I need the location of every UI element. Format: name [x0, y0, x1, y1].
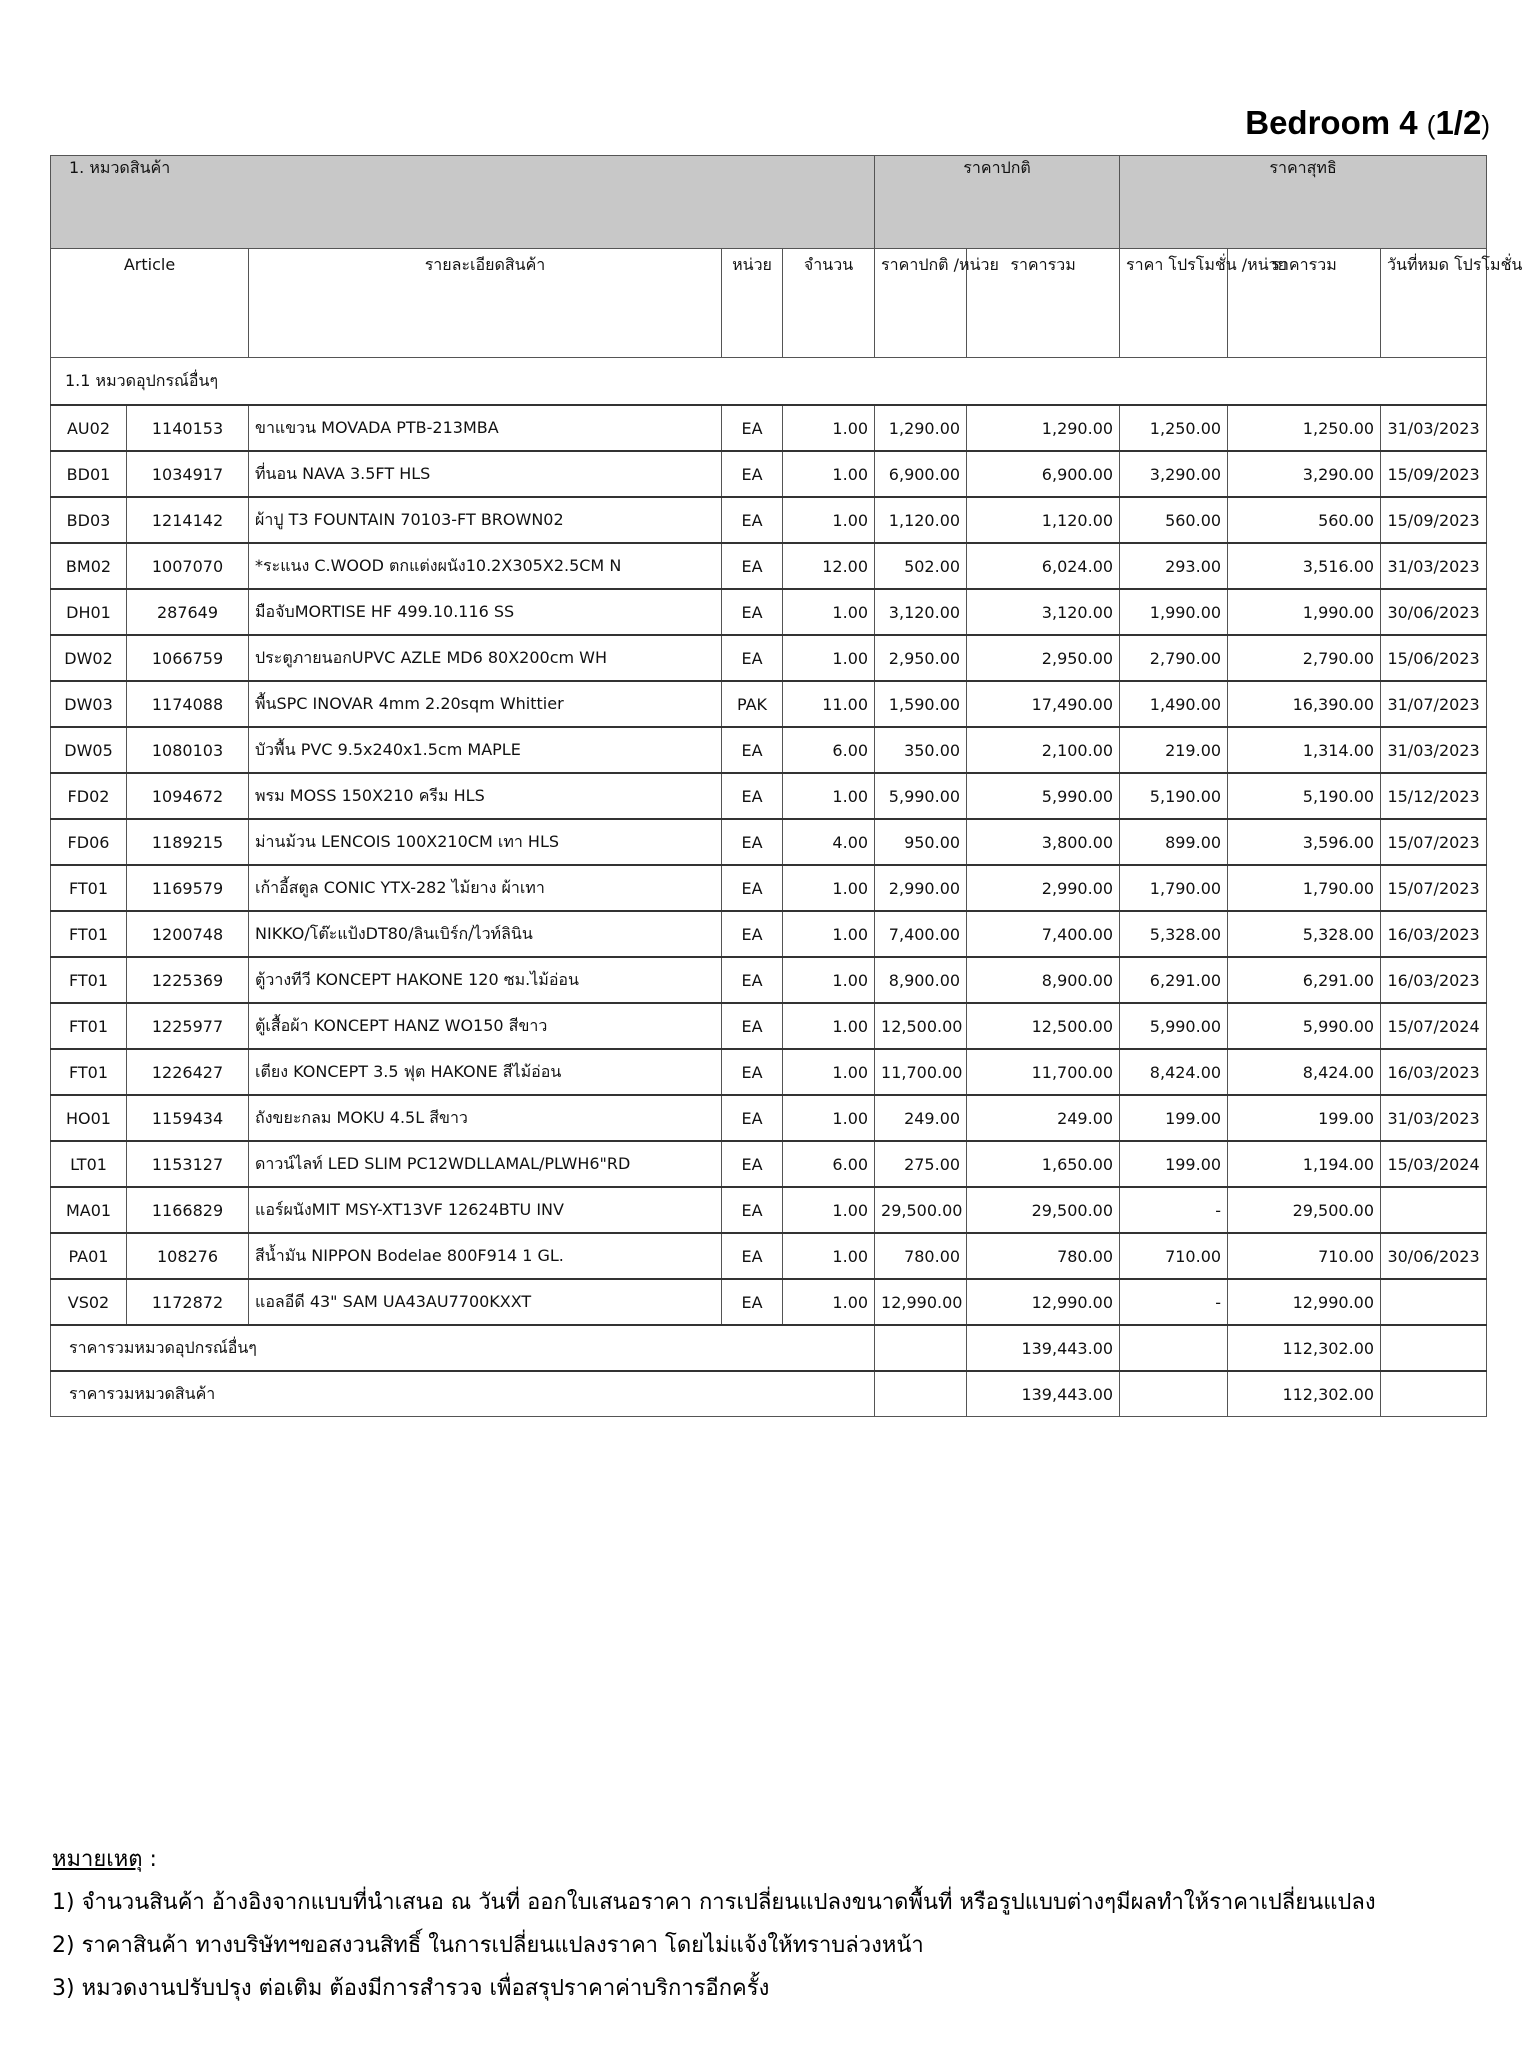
- row-promo-price: 560.00: [1120, 497, 1228, 543]
- row-quantity: 6.00: [783, 727, 875, 773]
- row-description: ตู้วางทีวี KONCEPT HAKONE 120 ซม.ไม้อ่อน: [249, 957, 722, 1003]
- row-net-total: 8,424.00: [1228, 1049, 1381, 1095]
- row-code: BD01: [51, 451, 127, 497]
- row-unit-price: 2,990.00: [875, 865, 967, 911]
- row-total: 3,800.00: [967, 819, 1120, 865]
- row-unit: EA: [722, 1049, 783, 1095]
- col-promo-end: วันที่หมด โปรโมชั่น: [1381, 249, 1487, 358]
- row-net-total: 560.00: [1228, 497, 1381, 543]
- title-close-paren: ): [1481, 110, 1490, 140]
- col-unit-price: ราคาปกติ /หน่วย: [875, 249, 967, 358]
- row-promo-price: 1,490.00: [1120, 681, 1228, 727]
- table-row: [51, 497, 1487, 543]
- row-total: 1,290.00: [967, 405, 1120, 451]
- row-quantity: 1.00: [783, 1049, 875, 1095]
- row-promo-price: 899.00: [1120, 819, 1228, 865]
- row-net-total: 3,516.00: [1228, 543, 1381, 589]
- row-promo-price: 8,424.00: [1120, 1049, 1228, 1095]
- row-quantity: 1.00: [783, 773, 875, 819]
- notes-heading-colon: :: [142, 1847, 157, 1872]
- row-code: DH01: [51, 589, 127, 635]
- table-row: [51, 1049, 1487, 1095]
- row-net-total: 710.00: [1228, 1233, 1381, 1279]
- row-promo-end: 15/09/2023: [1381, 451, 1487, 497]
- row-promo-price: 2,790.00: [1120, 635, 1228, 681]
- row-unit: PAK: [722, 681, 783, 727]
- row-unit-price: 8,900.00: [875, 957, 967, 1003]
- row-article: 1225369: [127, 957, 249, 1003]
- row-unit: EA: [722, 451, 783, 497]
- row-total: 1,120.00: [967, 497, 1120, 543]
- subcategory-label: 1.1 หมวดอุปกรณ์อื่นๆ: [51, 358, 1487, 406]
- table-row: [51, 1141, 1487, 1187]
- row-unit-price: 1,120.00: [875, 497, 967, 543]
- row-unit: EA: [722, 589, 783, 635]
- row-promo-end: 31/07/2023: [1381, 681, 1487, 727]
- row-description: เตียง KONCEPT 3.5 ฟุต HAKONE สีไม้อ่อน: [249, 1049, 722, 1095]
- row-promo-price: 3,290.00: [1120, 451, 1228, 497]
- row-promo-price: 293.00: [1120, 543, 1228, 589]
- row-article: 1034917: [127, 451, 249, 497]
- grand-total-empty: [1120, 1371, 1228, 1417]
- row-unit: EA: [722, 1141, 783, 1187]
- row-net-total: 1,250.00: [1228, 405, 1381, 451]
- row-description: ตู้เสื้อผ้า KONCEPT HANZ WO150 สีขาว: [249, 1003, 722, 1049]
- row-code: PA01: [51, 1233, 127, 1279]
- row-promo-end: 16/03/2023: [1381, 957, 1487, 1003]
- subtotal-total: 139,443.00: [967, 1325, 1120, 1371]
- row-promo-end: 31/03/2023: [1381, 1095, 1487, 1141]
- row-description: มือจับMORTISE HF 499.10.116 SS: [249, 589, 722, 635]
- row-unit-price: 3,120.00: [875, 589, 967, 635]
- row-code: VS02: [51, 1279, 127, 1325]
- row-quantity: 4.00: [783, 819, 875, 865]
- row-promo-end: 16/03/2023: [1381, 911, 1487, 957]
- row-quantity: 12.00: [783, 543, 875, 589]
- subtotal-empty: [1381, 1325, 1487, 1371]
- row-total: 11,700.00: [967, 1049, 1120, 1095]
- table-row: [51, 1003, 1487, 1049]
- row-description: ประตูภายนอกUPVC AZLE MD6 80X200cm WH: [249, 635, 722, 681]
- row-description: พื้นSPC INOVAR 4mm 2.20sqm Whittier: [249, 681, 722, 727]
- row-promo-price: 5,190.00: [1120, 773, 1228, 819]
- row-unit-price: 5,990.00: [875, 773, 967, 819]
- row-unit-price: 249.00: [875, 1095, 967, 1141]
- row-unit: EA: [722, 1095, 783, 1141]
- row-quantity: 1.00: [783, 497, 875, 543]
- table-row: [51, 865, 1487, 911]
- title-open-paren: (: [1426, 110, 1436, 140]
- row-promo-price: 1,250.00: [1120, 405, 1228, 451]
- row-code: DW03: [51, 681, 127, 727]
- row-code: FT01: [51, 1049, 127, 1095]
- row-unit-price: 6,900.00: [875, 451, 967, 497]
- row-promo-end: 15/09/2023: [1381, 497, 1487, 543]
- table-row: [51, 911, 1487, 957]
- row-article: 1140153: [127, 405, 249, 451]
- table-row: [51, 1095, 1487, 1141]
- row-total: 2,990.00: [967, 865, 1120, 911]
- col-unit: หน่วย: [722, 249, 783, 358]
- row-quantity: 1.00: [783, 911, 875, 957]
- row-quantity: 1.00: [783, 1233, 875, 1279]
- row-unit-price: 780.00: [875, 1233, 967, 1279]
- row-total: 2,950.00: [967, 635, 1120, 681]
- row-article: 108276: [127, 1233, 249, 1279]
- row-article: 1214142: [127, 497, 249, 543]
- table-row: [51, 1279, 1487, 1325]
- row-net-total: 3,596.00: [1228, 819, 1381, 865]
- row-article: 1080103: [127, 727, 249, 773]
- row-total: 17,490.00: [967, 681, 1120, 727]
- notes-heading-text: หมายเหตุ: [52, 1847, 143, 1872]
- row-net-total: 1,314.00: [1228, 727, 1381, 773]
- row-unit: EA: [722, 819, 783, 865]
- row-description: ม่านม้วน LENCOIS 100X210CM เทา HLS: [249, 819, 722, 865]
- row-article: 1225977: [127, 1003, 249, 1049]
- row-article: 1174088: [127, 681, 249, 727]
- row-promo-price: 1,990.00: [1120, 589, 1228, 635]
- row-promo-end: 31/03/2023: [1381, 727, 1487, 773]
- row-article: 1159434: [127, 1095, 249, 1141]
- row-total: 6,024.00: [967, 543, 1120, 589]
- table-row: [51, 1233, 1487, 1279]
- row-code: FT01: [51, 957, 127, 1003]
- row-promo-price: 5,328.00: [1120, 911, 1228, 957]
- row-net-total: 5,190.00: [1228, 773, 1381, 819]
- row-code: BM02: [51, 543, 127, 589]
- row-article: 1094672: [127, 773, 249, 819]
- row-unit: EA: [722, 911, 783, 957]
- notes-heading: [52, 1838, 1376, 1881]
- row-promo-price: 199.00: [1120, 1095, 1228, 1141]
- row-unit-price: 2,950.00: [875, 635, 967, 681]
- row-total: 2,100.00: [967, 727, 1120, 773]
- row-unit: EA: [722, 1187, 783, 1233]
- row-promo-end: 31/03/2023: [1381, 543, 1487, 589]
- row-unit-price: 12,500.00: [875, 1003, 967, 1049]
- row-total: 8,900.00: [967, 957, 1120, 1003]
- row-description: ขาแขวน MOVADA PTB-213MBA: [249, 405, 722, 451]
- row-quantity: 1.00: [783, 1003, 875, 1049]
- row-quantity: 1.00: [783, 451, 875, 497]
- row-promo-price: -: [1120, 1279, 1228, 1325]
- subtotal-empty: [1120, 1325, 1228, 1371]
- row-description: ดาวน์ไลท์ LED SLIM PC12WDLLAMAL/PLWH6"RD: [249, 1141, 722, 1187]
- subtotal-empty: [875, 1325, 967, 1371]
- row-code: MA01: [51, 1187, 127, 1233]
- row-unit-price: 950.00: [875, 819, 967, 865]
- row-promo-end: 15/03/2024: [1381, 1141, 1487, 1187]
- table-row: [51, 635, 1487, 681]
- row-description: พรม MOSS 150X210 ครีม HLS: [249, 773, 722, 819]
- note-line-3: 3) หมวดงานปรับปรุง ต่อเติม ต้องมีการสำรวจ เพื่อสรุปราคาค่าบริการอีกครั้ง: [52, 1976, 770, 2001]
- table-row: [51, 451, 1487, 497]
- row-article: 287649: [127, 589, 249, 635]
- row-promo-end: 30/06/2023: [1381, 1233, 1487, 1279]
- row-promo-price: 5,990.00: [1120, 1003, 1228, 1049]
- subtotal-label: ราคารวมหมวดอุปกรณ์อื่นๆ: [51, 1325, 875, 1371]
- row-code: FD02: [51, 773, 127, 819]
- row-unit-price: 1,290.00: [875, 405, 967, 451]
- row-unit-price: 7,400.00: [875, 911, 967, 957]
- note-line-2: 2) ราคาสินค้า ทางบริษัทฯขอสงวนสิทธิ์ ในการเปลี่ยนแปลงราคา โดยไม่แจ้งให้ทราบล่วงหน้า: [52, 1933, 924, 1958]
- row-code: LT01: [51, 1141, 127, 1187]
- row-code: DW02: [51, 635, 127, 681]
- row-article: 1200748: [127, 911, 249, 957]
- row-total: 6,900.00: [967, 451, 1120, 497]
- subtotal-net-total: 112,302.00: [1228, 1325, 1381, 1371]
- row-quantity: 1.00: [783, 1187, 875, 1233]
- row-quantity: 1.00: [783, 865, 875, 911]
- row-article: 1066759: [127, 635, 249, 681]
- row-description: แอลอีดี 43" SAM UA43AU7700KXXT: [249, 1279, 722, 1325]
- row-article: 1169579: [127, 865, 249, 911]
- row-promo-end: 15/12/2023: [1381, 773, 1487, 819]
- row-unit-price: 275.00: [875, 1141, 967, 1187]
- row-promo-end: [1381, 1187, 1487, 1233]
- col-quantity: จำนวน: [783, 249, 875, 358]
- row-quantity: 1.00: [783, 957, 875, 1003]
- table-row: [51, 727, 1487, 773]
- row-code: FT01: [51, 1003, 127, 1049]
- row-unit: EA: [722, 497, 783, 543]
- table-row: [51, 773, 1487, 819]
- row-total: 3,120.00: [967, 589, 1120, 635]
- row-unit: EA: [722, 1279, 783, 1325]
- row-code: AU02: [51, 405, 127, 451]
- row-description: เก้าอี้สตูล CONIC YTX-282 ไม้ยาง ผ้าเทา: [249, 865, 722, 911]
- row-promo-end: 15/06/2023: [1381, 635, 1487, 681]
- row-description: แอร์ผนังMIT MSY-XT13VF 12624BTU INV: [249, 1187, 722, 1233]
- row-code: FD06: [51, 819, 127, 865]
- row-article: 1007070: [127, 543, 249, 589]
- row-net-total: 2,790.00: [1228, 635, 1381, 681]
- row-description: ถังขยะกลม MOKU 4.5L สีขาว: [249, 1095, 722, 1141]
- row-net-total: 6,291.00: [1228, 957, 1381, 1003]
- row-description: ที่นอน NAVA 3.5FT HLS: [249, 451, 722, 497]
- row-code: FT01: [51, 911, 127, 957]
- row-code: FT01: [51, 865, 127, 911]
- table-row: [51, 543, 1487, 589]
- row-description: NIKKO/โต๊ะแป้งDT80/ลินเบิร์ก/ไวท์ลินิน: [249, 911, 722, 957]
- row-unit: EA: [722, 635, 783, 681]
- row-unit: EA: [722, 865, 783, 911]
- row-total: 5,990.00: [967, 773, 1120, 819]
- regular-price-header: ราคาปกติ: [875, 156, 1120, 249]
- subcategory-row: [51, 358, 1487, 406]
- row-unit-price: 502.00: [875, 543, 967, 589]
- row-net-total: 199.00: [1228, 1095, 1381, 1141]
- row-promo-price: 1,790.00: [1120, 865, 1228, 911]
- row-article: 1189215: [127, 819, 249, 865]
- row-code: BD03: [51, 497, 127, 543]
- row-net-total: 5,328.00: [1228, 911, 1381, 957]
- row-unit: EA: [722, 727, 783, 773]
- table-row: [51, 405, 1487, 451]
- row-promo-end: 15/07/2024: [1381, 1003, 1487, 1049]
- title-part: 1/2: [1435, 104, 1482, 141]
- row-promo-price: 199.00: [1120, 1141, 1228, 1187]
- page-title: [1245, 104, 1490, 142]
- row-quantity: 1.00: [783, 1095, 875, 1141]
- row-total: 12,500.00: [967, 1003, 1120, 1049]
- row-unit: EA: [722, 957, 783, 1003]
- grand-total-total: 139,443.00: [967, 1371, 1120, 1417]
- row-unit-price: 29,500.00: [875, 1187, 967, 1233]
- row-net-total: 12,990.00: [1228, 1279, 1381, 1325]
- row-quantity: 1.00: [783, 1279, 875, 1325]
- col-total: ราคารวม: [967, 249, 1120, 358]
- col-net-total: ราคารวม: [1228, 249, 1381, 358]
- col-description: รายละเอียดสินค้า: [249, 249, 722, 358]
- table-row: [51, 681, 1487, 727]
- col-article: Article: [51, 249, 249, 358]
- row-unit-price: 1,590.00: [875, 681, 967, 727]
- row-promo-end: [1381, 1279, 1487, 1325]
- title-main: Bedroom 4: [1245, 104, 1427, 141]
- row-net-total: 29,500.00: [1228, 1187, 1381, 1233]
- row-article: 1166829: [127, 1187, 249, 1233]
- grand-total-net-total: 112,302.00: [1228, 1371, 1381, 1417]
- row-description: ผ้าปู T3 FOUNTAIN 70103-FT BROWN02: [249, 497, 722, 543]
- category-header-row: [51, 156, 1487, 249]
- row-promo-end: 15/07/2023: [1381, 865, 1487, 911]
- row-total: 249.00: [967, 1095, 1120, 1141]
- row-promo-end: 15/07/2023: [1381, 819, 1487, 865]
- subtotal-row: [51, 1325, 1487, 1371]
- row-net-total: 1,194.00: [1228, 1141, 1381, 1187]
- col-promo-unit-price: ราคา โปรโมชั่น /หน่วย: [1120, 249, 1228, 358]
- row-total: 1,650.00: [967, 1141, 1120, 1187]
- row-total: 12,990.00: [967, 1279, 1120, 1325]
- row-net-total: 1,990.00: [1228, 589, 1381, 635]
- row-quantity: 6.00: [783, 1141, 875, 1187]
- row-promo-price: 710.00: [1120, 1233, 1228, 1279]
- row-article: 1153127: [127, 1141, 249, 1187]
- row-promo-end: 31/03/2023: [1381, 405, 1487, 451]
- table-row: [51, 957, 1487, 1003]
- row-promo-price: -: [1120, 1187, 1228, 1233]
- grand-total-row: [51, 1371, 1487, 1417]
- row-promo-end: 16/03/2023: [1381, 1049, 1487, 1095]
- row-unit: EA: [722, 405, 783, 451]
- row-total: 29,500.00: [967, 1187, 1120, 1233]
- table-row: [51, 589, 1487, 635]
- row-description: บัวพื้น PVC 9.5x240x1.5cm MAPLE: [249, 727, 722, 773]
- row-promo-price: 219.00: [1120, 727, 1228, 773]
- note-line-1: 1) จำนวนสินค้า อ้างอิงจากแบบที่นำเสนอ ณ วันที่ ออกใบเสนอราคา การเปลี่ยนแปลงขนาดพื้นที่ หรือรูปแบบต่างๆมีผลทำให้ราคาเปลี่ยนแปลง: [52, 1890, 1376, 1915]
- table-row: [51, 819, 1487, 865]
- row-net-total: 1,790.00: [1228, 865, 1381, 911]
- row-unit-price: 350.00: [875, 727, 967, 773]
- category-header: 1. หมวดสินค้า: [51, 156, 875, 249]
- row-quantity: 1.00: [783, 589, 875, 635]
- row-quantity: 11.00: [783, 681, 875, 727]
- grand-total-label: ราคารวมหมวดสินค้า: [51, 1371, 875, 1417]
- column-header-row: [51, 249, 1487, 358]
- row-net-total: 3,290.00: [1228, 451, 1381, 497]
- row-unit-price: 12,990.00: [875, 1279, 967, 1325]
- row-description: *ระแนง C.WOOD ตกแต่งผนัง10.2X305X2.5CM N: [249, 543, 722, 589]
- row-article: 1226427: [127, 1049, 249, 1095]
- grand-total-empty: [1381, 1371, 1487, 1417]
- row-promo-price: 6,291.00: [1120, 957, 1228, 1003]
- row-promo-end: 30/06/2023: [1381, 589, 1487, 635]
- row-total: 7,400.00: [967, 911, 1120, 957]
- row-code: DW05: [51, 727, 127, 773]
- table-row: [51, 1187, 1487, 1233]
- row-unit: EA: [722, 773, 783, 819]
- row-net-total: 5,990.00: [1228, 1003, 1381, 1049]
- grand-total-empty: [875, 1371, 967, 1417]
- notes: [52, 1838, 1376, 2010]
- row-unit: EA: [722, 1233, 783, 1279]
- net-price-header: ราคาสุทธิ: [1120, 156, 1487, 249]
- row-unit: EA: [722, 1003, 783, 1049]
- row-quantity: 1.00: [783, 635, 875, 681]
- row-article: 1172872: [127, 1279, 249, 1325]
- row-unit-price: 11,700.00: [875, 1049, 967, 1095]
- row-code: HO01: [51, 1095, 127, 1141]
- row-unit: EA: [722, 543, 783, 589]
- row-description: สีน้ำมัน NIPPON Bodelae 800F914 1 GL.: [249, 1233, 722, 1279]
- row-quantity: 1.00: [783, 405, 875, 451]
- row-total: 780.00: [967, 1233, 1120, 1279]
- quotation-table: [50, 155, 1523, 1417]
- row-net-total: 16,390.00: [1228, 681, 1381, 727]
